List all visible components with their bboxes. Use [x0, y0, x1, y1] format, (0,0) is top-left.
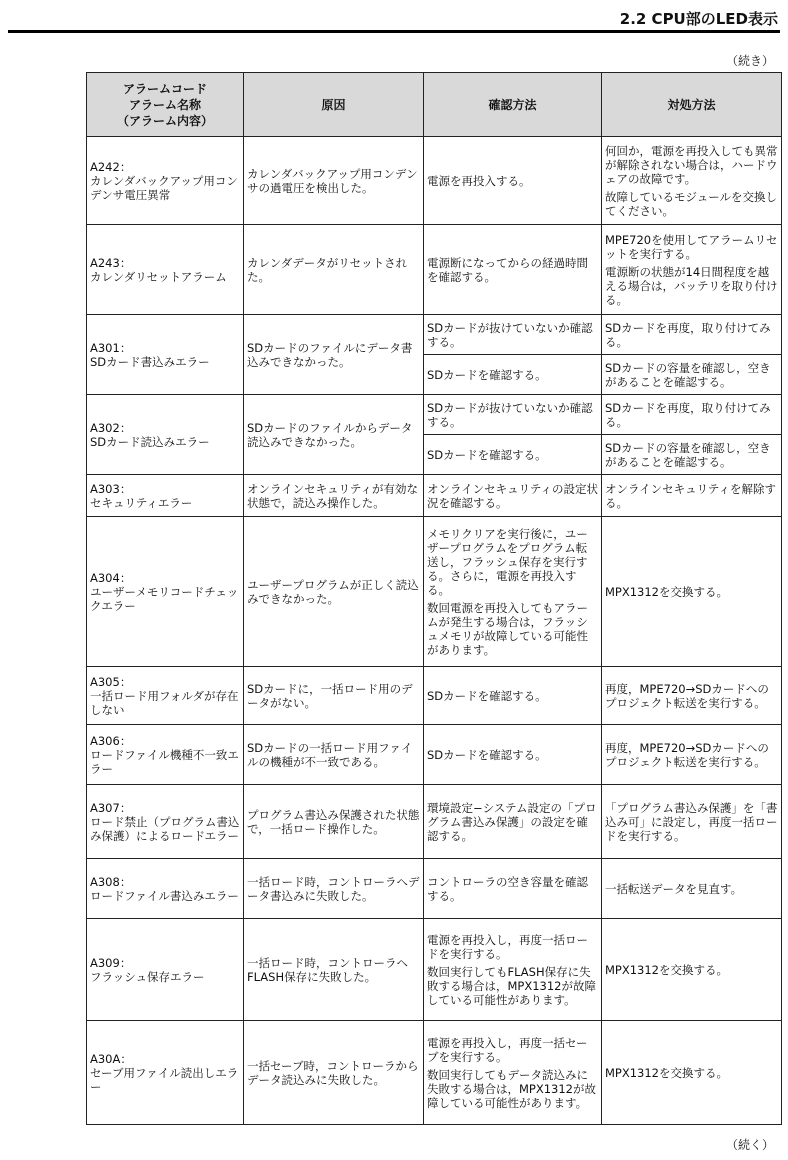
check-text: 電源を再投入し，再度一括ロードを実行する。 [427, 932, 588, 961]
action-cell [602, 315, 782, 355]
column-header-action: 対処方法 [602, 73, 782, 137]
section-title: 2.2 CPU部のLED表示 [619, 10, 778, 28]
action-text: オンラインセキュリティを解除する。 [605, 481, 777, 510]
alarm-cell [87, 315, 244, 395]
action-cell [602, 355, 782, 395]
alarm-table-body [87, 137, 782, 1125]
cause-cell: オンラインセキュリティが有効な状態で，読込み操作した。 [244, 475, 424, 517]
action-text: SDカードの容量を確認し，空きがあることを確認する。 [605, 360, 771, 389]
alarm-cell [87, 475, 244, 517]
table-row [87, 785, 782, 859]
check-text: SDカードを確認する。 [427, 747, 547, 762]
alarm-code: A301： [90, 340, 132, 355]
check-cell [424, 137, 602, 225]
cause-cell: SDカードに，一括ロード用のデータがない。 [244, 667, 424, 725]
action-text: SDカードを再度，取り付けてみる。 [605, 400, 771, 429]
action-cell [602, 517, 782, 667]
action-cell [602, 785, 782, 859]
cause-cell: カレンダバックアップ用コンデンサの過電圧を検出した。 [244, 137, 424, 225]
check-text: 電源を再投入する。 [427, 173, 531, 188]
table-row [87, 395, 782, 435]
alarm-code: A306： [90, 733, 132, 748]
alarm-code: A304： [90, 570, 132, 585]
action-cell [602, 1021, 782, 1125]
cause-cell: ユーザープログラムが正しく読込みできなかった。 [244, 517, 424, 667]
check-cell [424, 1021, 602, 1125]
alarm-cell [87, 785, 244, 859]
action-cell [602, 395, 782, 435]
check-text: 環境設定−システム設定の「プログラム書込み保護」の設定を確認する。 [427, 800, 597, 843]
alarm-cell [87, 919, 244, 1021]
alarm-name: セーブ用ファイル読出しエラー [90, 1065, 239, 1094]
check-cell [424, 667, 602, 725]
check-cell [424, 919, 602, 1021]
action-text: 「プログラム書込み保護」を「書込み可」に設定し，再度一括ロードを実行する。 [605, 800, 778, 843]
alarm-code: A243： [90, 255, 132, 270]
cause-cell: カレンダデータがリセットされた。 [244, 225, 424, 315]
action-cell [602, 725, 782, 785]
table-row [87, 859, 782, 919]
alarm-code: A308： [90, 874, 132, 889]
alarm-table [86, 72, 782, 1125]
action-text: 電源断の状態が14日間程度を越える場合は，バッテリを取り付ける。 [605, 264, 778, 307]
check-text: 数回実行してもデータ読込みに失敗する場合は，MPX1312が故障している可能性があります。 [427, 1067, 597, 1110]
action-cell [602, 137, 782, 225]
alarm-cell [87, 137, 244, 225]
table-row [87, 315, 782, 355]
alarm-code: A302： [90, 420, 132, 435]
alarm-name: SDカード書込みエラー [90, 354, 210, 369]
check-cell [424, 785, 602, 859]
action-cell [602, 859, 782, 919]
alarm-code: A30A： [90, 1051, 132, 1066]
check-text: SDカードが抜けていないか確認する。 [427, 400, 593, 429]
alarm-code: A309： [90, 955, 132, 970]
check-text: コントローラの空き容量を確認する。 [427, 874, 588, 903]
check-cell [424, 225, 602, 315]
alarm-code: A242： [90, 159, 132, 174]
alarm-code: A303： [90, 481, 132, 496]
table-row [87, 137, 782, 225]
cause-cell: SDカードのファイルにデータ書込みできなかった。 [244, 315, 424, 395]
cause-cell: 一括セーブ時，コントローラからデータ読込みに失敗した。 [244, 1021, 424, 1125]
alarm-name: 一括ロード用フォルダが存在しない [90, 688, 239, 717]
action-cell [602, 435, 782, 475]
check-text: 電源断になってからの経過時間を確認する。 [427, 255, 588, 284]
check-cell [424, 517, 602, 667]
table-row [87, 225, 782, 315]
check-cell [424, 435, 602, 475]
alarm-cell [87, 1021, 244, 1125]
table-row [87, 667, 782, 725]
action-cell [602, 667, 782, 725]
action-cell [602, 919, 782, 1021]
action-text: MPE720を使用してアラームリセットを実行する。 [605, 232, 778, 261]
cause-cell: プログラム書込み保護された状態で，一括ロード操作した。 [244, 785, 424, 859]
action-text: MPX1312を交換する。 [605, 584, 729, 599]
check-cell [424, 395, 602, 435]
action-text: MPX1312を交換する。 [605, 962, 729, 977]
action-cell [602, 225, 782, 315]
alarm-cell [87, 725, 244, 785]
alarm-name: ロード禁止（プログラム書込み保護）によるロードエラー [90, 814, 240, 843]
alarm-name: フラッシュ保存エラー [90, 969, 205, 984]
action-text: SDカードを再度，取り付けてみる。 [605, 320, 771, 349]
table-row [87, 1021, 782, 1125]
alarm-name: カレンダリセットアラーム [90, 269, 227, 284]
check-text: 電源を再投入し，再度一括セーブを実行する。 [427, 1035, 588, 1064]
continued-top-label: （続き） [725, 54, 774, 68]
check-cell [424, 315, 602, 355]
continued-bottom-label: （続く） [725, 1138, 774, 1152]
check-text: SDカードが抜けていないか確認する。 [427, 320, 593, 349]
alarm-cell [87, 517, 244, 667]
column-header-check: 確認方法 [424, 73, 602, 137]
action-text: SDカードの容量を確認し，空きがあることを確認する。 [605, 440, 771, 469]
table-row [87, 517, 782, 667]
table-row [87, 475, 782, 517]
alarm-cell [87, 859, 244, 919]
alarm-cell [87, 395, 244, 475]
alarm-name: セキュリティエラー [90, 495, 193, 510]
action-text: 一括転送データを見直す。 [605, 881, 743, 896]
cause-cell: SDカードのファイルからデータ読込みできなかった。 [244, 395, 424, 475]
action-text: 再度，MPE720→SDカードへのプロジェクト転送を実行する。 [605, 681, 769, 710]
action-cell [602, 475, 782, 517]
cause-cell: SDカードの一括ロード用ファイルの機種が不一致である。 [244, 725, 424, 785]
check-text: メモリクリアを実行後に，ユーザープログラムをプログラム転送し，フラッシュ保存を実行する。さらに，電源を再投入する。 [427, 526, 588, 597]
alarm-name: カレンダバックアップ用コンデンサ電圧異常 [90, 173, 238, 202]
check-text: SDカードを確認する。 [427, 447, 547, 462]
header-rule [8, 30, 780, 33]
alarm-code: A307： [90, 800, 132, 815]
check-text: SDカードを確認する。 [427, 688, 547, 703]
check-cell [424, 725, 602, 785]
column-header-alarm: アラームコード アラーム名称 （アラーム内容） [87, 73, 244, 137]
action-text: 何回か，電源を再投入しても異常が解除されない場合は，ハードウェアの故障です。 [605, 143, 778, 186]
alarm-name: ロードファイル機種不一致エラー [90, 747, 239, 776]
cause-cell: 一括ロード時，コントローラへFLASH保存に失敗した。 [244, 919, 424, 1021]
check-cell [424, 355, 602, 395]
check-text: オンラインセキュリティの設定状況を確認する。 [427, 481, 599, 510]
action-text: MPX1312を交換する。 [605, 1065, 729, 1080]
check-text: 数回電源を再投入してもアラームが発生する場合は，フラッシュメモリが故障している可能性があります。 [427, 600, 588, 657]
cause-cell: 一括ロード時，コントローラへデータ書込みに失敗した。 [244, 859, 424, 919]
action-text: 故障しているモジュールを交換してください。 [605, 189, 778, 218]
check-cell [424, 859, 602, 919]
alarm-cell [87, 225, 244, 315]
check-cell [424, 475, 602, 517]
alarm-name: ロードファイル書込みエラー [90, 888, 239, 903]
table-row [87, 725, 782, 785]
table-row [87, 919, 782, 1021]
action-text: 再度，MPE720→SDカードへのプロジェクト転送を実行する。 [605, 740, 769, 769]
alarm-cell [87, 667, 244, 725]
column-header-cause: 原因 [244, 73, 424, 137]
alarm-name: ユーザーメモリコードチェックエラー [90, 584, 239, 613]
alarm-name: SDカード読込みエラー [90, 434, 210, 449]
alarm-code: A305： [90, 674, 132, 689]
check-text: SDカードを確認する。 [427, 367, 547, 382]
check-text: 数回実行してもFLASH保存に失敗する場合は，MPX1312が故障している可能性があります。 [427, 964, 597, 1007]
